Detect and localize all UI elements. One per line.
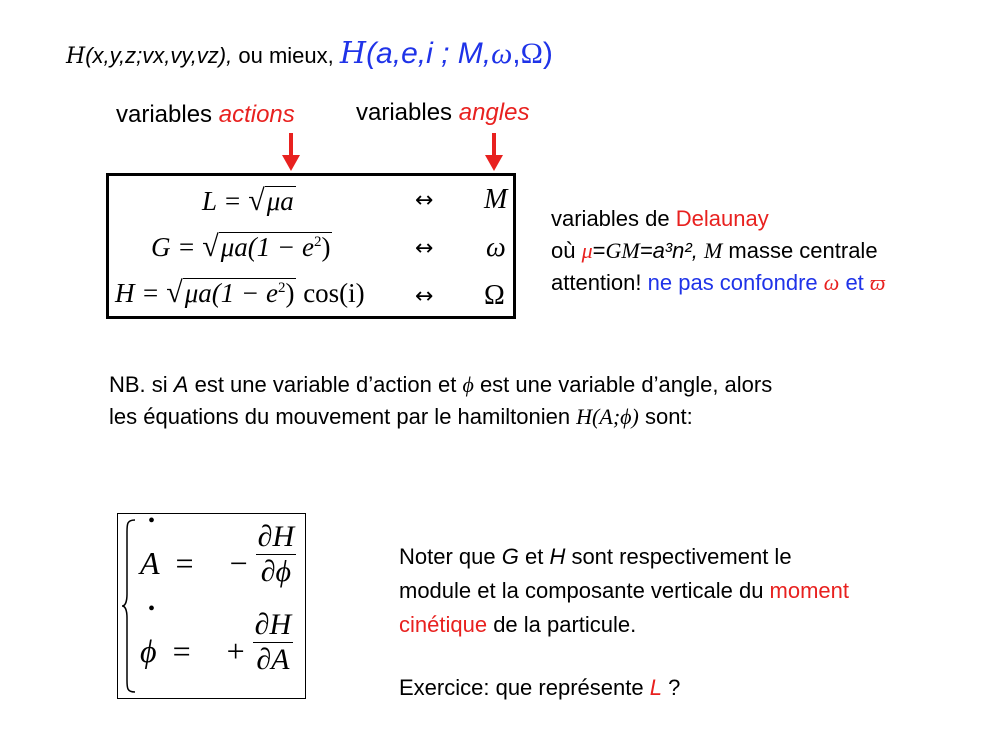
g-symbol: G [501, 544, 519, 569]
text: NB. si [109, 372, 174, 397]
text: attention! [551, 270, 648, 295]
equation-lhs: G = [151, 232, 196, 262]
sign: + [226, 633, 245, 669]
equation-row-A [140, 510, 296, 589]
warning-text: ne pas confondre [647, 270, 824, 295]
text: Exercice: que représente [399, 675, 650, 700]
omega-symbol: ω [823, 270, 840, 295]
text: et [839, 270, 870, 295]
l-symbol: L [649, 675, 662, 700]
sqrt-symbol: √ [202, 230, 219, 263]
exercice-question [399, 675, 680, 701]
text: est une variable d’angle, alors [473, 372, 773, 397]
mu-symbol: μ [581, 238, 593, 263]
action-symbol: A [173, 372, 189, 397]
denominator: ∂A [256, 643, 290, 676]
cartesian-args: (x,y,z;vx,vy,vz), [85, 43, 233, 68]
mass-symbol: M [703, 238, 723, 263]
text: de la particule. [487, 612, 637, 637]
noter-paragraph [399, 540, 849, 642]
text: est une variable d’action et [188, 372, 463, 397]
nb-line-1 [109, 369, 772, 401]
equals-sign: = [175, 545, 194, 581]
text: variables de [551, 206, 676, 231]
equation-L [202, 184, 296, 218]
down-arrow-icon [482, 133, 506, 173]
text: ? [661, 675, 681, 700]
text: les équations du mouvement par le hamiltonien [109, 404, 577, 429]
delaunay-explanation [551, 203, 885, 299]
equals-sign: = [172, 633, 191, 669]
double-arrow-icon: ↔ [415, 188, 434, 213]
text: =a³n², [639, 238, 698, 263]
equation-G [151, 230, 332, 264]
label-actions-word: actions [218, 101, 295, 128]
text: module et la composante verticale du [399, 578, 770, 603]
double-arrow-icon: ↔ [415, 236, 434, 261]
radicand: μa [266, 186, 294, 216]
double-arrow-icon: ↔ [415, 284, 434, 309]
equation-H [115, 276, 365, 310]
angle-variable: ω [486, 232, 506, 263]
delaunay-line-2 [551, 235, 885, 267]
sqrt-symbol: √ [248, 184, 265, 217]
text: sont: [638, 404, 693, 429]
noter-line-3 [399, 608, 849, 642]
keplerian-args: (a,e,i ; M, [366, 37, 492, 70]
denominator: ∂ϕ [260, 555, 292, 588]
moment-word: moment [769, 578, 850, 603]
delaunay-line-1 [551, 203, 885, 235]
delaunay-line-3 [551, 267, 885, 299]
text: Noter que [399, 544, 502, 569]
exponent: 2 [313, 234, 322, 250]
delaunay-equations-box [106, 173, 516, 319]
sqrt-symbol: √ [166, 276, 183, 309]
radicand-text: μa(1 − e [220, 232, 314, 262]
radicand-close: ) [321, 232, 331, 262]
nb-line-2 [109, 401, 772, 433]
varpi-symbol: ϖ [869, 270, 886, 295]
time-derivative-dot: • [148, 510, 156, 532]
text: où [551, 238, 582, 263]
slide-title [66, 36, 553, 71]
label-prefix: variables [356, 99, 453, 126]
radicand-text: μa(1 − e [184, 278, 278, 308]
label-angles-word: angles [458, 99, 530, 126]
big-omega-symbol: Ω [520, 37, 543, 70]
time-derivative-dot: • [148, 598, 156, 620]
angle-variable: Ω [484, 280, 505, 311]
text: = [592, 238, 606, 263]
h-symbol: H [549, 544, 566, 569]
cinetique-word: cinétique [399, 612, 488, 637]
equation-row-phi [140, 598, 293, 677]
hamiltonian-symbol-blue: H [339, 36, 367, 71]
title-middle-text: ou mieux, [238, 43, 334, 68]
radicand [183, 278, 297, 309]
angle-variable: M [484, 184, 508, 215]
label-angles [356, 99, 529, 127]
exponent: 2 [277, 280, 286, 296]
sign: − [229, 545, 248, 581]
numerator: ∂H [254, 608, 292, 641]
down-arrow-icon [279, 133, 303, 173]
text: masse centrale [722, 238, 878, 263]
radicand-close: ) [285, 278, 295, 308]
omega-symbol: ω [491, 37, 513, 70]
equation-lhs: ϕ [140, 633, 157, 669]
hamilton-equations-box [117, 510, 306, 699]
noter-line-1 [399, 540, 849, 574]
cos-factor: cos(i) [303, 278, 365, 308]
partial-fraction [253, 608, 294, 677]
gm-symbol: GM [605, 238, 640, 263]
noter-line-2 [399, 574, 849, 608]
phi-symbol: ϕ [462, 372, 474, 397]
numerator: ∂H [257, 520, 295, 553]
text: sont respectivement le [565, 544, 792, 569]
label-prefix: variables [116, 101, 213, 128]
comma: , [512, 37, 521, 70]
equation-lhs: A [140, 545, 160, 581]
radicand [219, 232, 333, 263]
hamiltonian-symbol: H [66, 44, 86, 69]
delaunay-word: Delaunay [675, 206, 769, 231]
label-actions [116, 101, 295, 129]
partial-fraction [256, 520, 297, 589]
close-paren: ) [542, 37, 553, 70]
keplerian-hamiltonian [340, 37, 553, 70]
nb-paragraph [109, 369, 772, 433]
left-brace-icon [121, 518, 137, 694]
equation-lhs: L = [202, 186, 242, 216]
hamiltonian-expression: H(A;ϕ) [576, 404, 639, 429]
equation-lhs: H = [115, 278, 160, 308]
text: et [518, 544, 550, 569]
